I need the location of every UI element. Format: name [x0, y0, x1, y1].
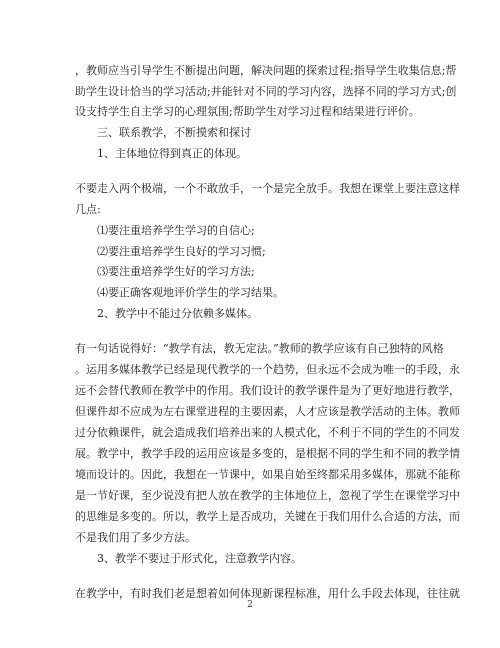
paragraph-line: 展。教学中，教学手段的运用应该是多变的，是根据不同的学生和不同的教学情: [75, 447, 460, 460]
list-item: ⑶要注重培养学生好的学习方法;: [97, 265, 255, 278]
paragraph-line: 不要走入两个极端，一个不敢放手，一个是完全放手。我想在课堂上要注意这样: [75, 182, 460, 195]
paragraph-line: 助学生设计恰当的学习活动;并能针对不同的学习内容，选择不同的学习方式;创: [75, 85, 457, 98]
page-number: 2: [247, 600, 253, 610]
list-item: ⑵要注重培养学生良好的学习习惯;: [97, 245, 266, 258]
subsection-heading: 2、教学中不能过分依赖多媒体。: [97, 307, 258, 320]
paragraph-line: 过分依赖课件，就会造成我们培养出来的人模式化，不利于不同的学生的不同发: [75, 426, 460, 439]
paragraph-line: 设支持学生自主学习的心理氛围;帮助学生对学习过程和结果进行评价。: [75, 105, 420, 118]
paragraph-line: 境而设计的。因此，我想在一节课中，如果自始至终都采用多媒体，那就不能称: [75, 468, 460, 481]
paragraph-line: 在教学中，有时我们老是想着如何体现新课程标准，用什么手段去体现，往往就: [75, 587, 460, 600]
list-item: ⑴要注重培养学生学习的自信心;: [97, 224, 255, 237]
paragraph-line: 远不会替代教师在教学中的作用。我们设计的教学课件是为了更好地进行教学，: [75, 384, 460, 397]
list-item: ⑷要正确客观地评价学生的学习结果。: [97, 286, 284, 299]
paragraph-line: 不是我们用了多少方法。: [75, 531, 196, 544]
paragraph-line: 有一句话说得好：“教学有法，教无定法。”教师的教学应该有自己独特的风格: [75, 342, 444, 355]
paragraph-line: 几点:: [75, 203, 101, 216]
subsection-heading: 1、主体地位得到真正的体现。: [97, 147, 247, 160]
paragraph-line: 。运用多媒体教学已经是现代教学的一个趋势，但永远不会成为唯一的手段，永: [75, 363, 460, 376]
paragraph-line: ，教师应当引导学生不断提出问题，解决问题的探索过程;指导学生收集信息;帮: [75, 64, 457, 77]
section-heading: 三、联系教学，不断摸索和探讨: [97, 126, 251, 139]
subsection-heading: 3、教学不要过于形式化，注意教学内容。: [97, 552, 302, 565]
paragraph-line: 是一节好课，至少说没有把人放在教学的主体地位上，忽视了学生在课堂学习中: [75, 489, 460, 502]
paragraph-line: 的思维是多变的。所以，教学上是否成功，关键在于我们用什么合适的方法，而: [75, 510, 460, 523]
paragraph-line: 但课件却不应成为左右课堂进程的主要因素，人才应该是教学活动的主体。教师: [75, 405, 460, 418]
